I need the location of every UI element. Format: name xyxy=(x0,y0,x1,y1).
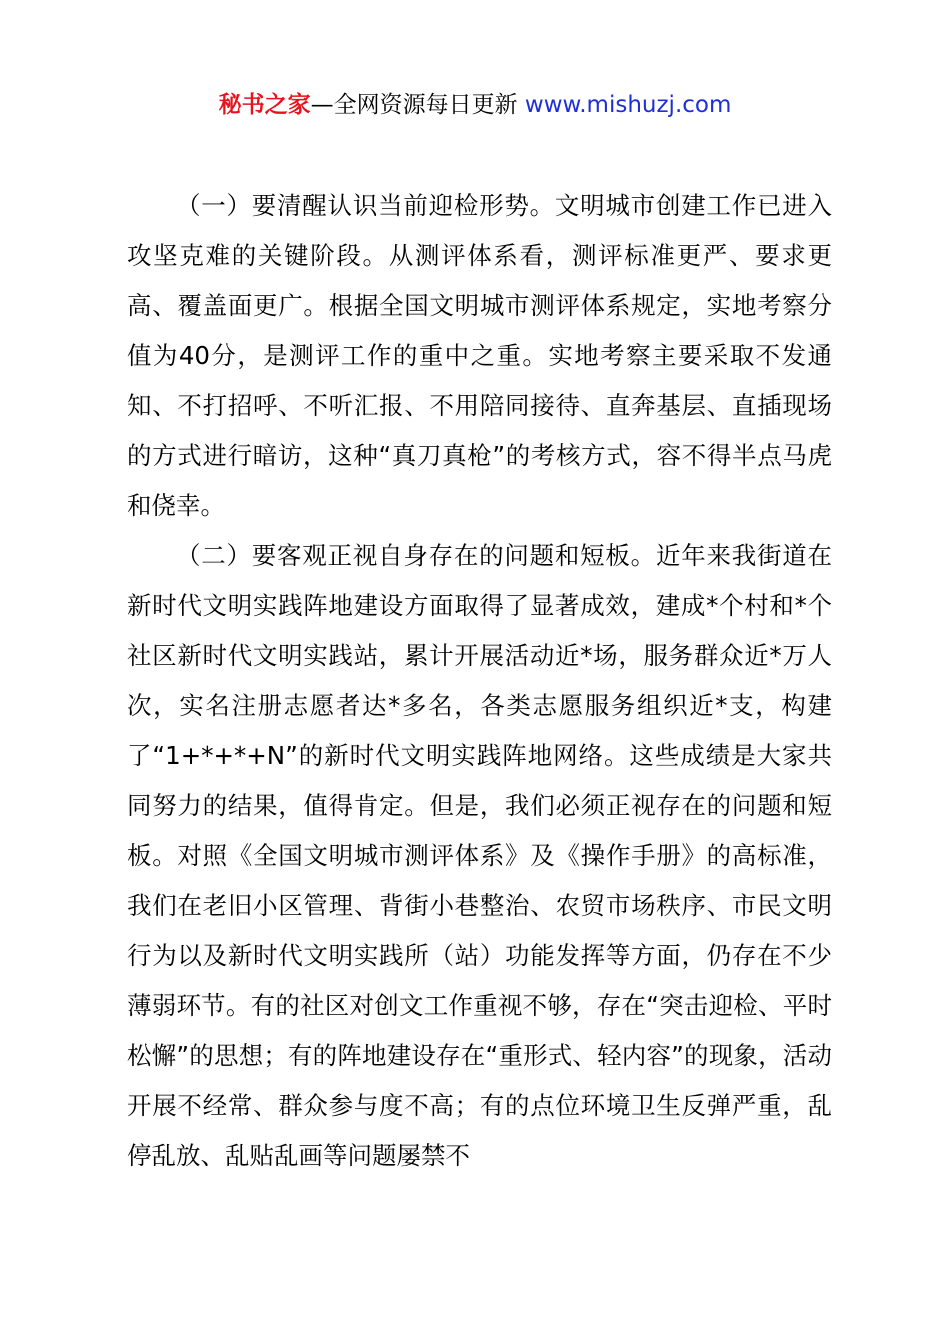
site-url-link[interactable]: www.mishuzj.com xyxy=(524,92,732,118)
paragraph-1: （一）要清醒认识当前迎检形势。文明城市创建工作已进入攻坚克难的关键阶段。从测评体系看，测评标准更严、要求更高、覆盖面更广。根据全国文明城市测评体系规定，实地考察分值为40分，是测评工作的重中之重。实地考察主要采取不发通知、不打招呼、不听汇报、不用陪同接待、直奔基层、直插现场的方式进行暗访，这种“真刀真枪”的考核方式，容不得半点马虎和侥幸。 xyxy=(127,191,832,520)
page-header xyxy=(0,88,950,122)
document-body xyxy=(127,181,832,1181)
header-slogan: —全网资源每日更新 xyxy=(310,92,518,118)
brand-name: 秘书之家 xyxy=(218,92,311,118)
paragraph-2: （二）要客观正视自身存在的问题和短板。近年来我街道在新时代文明实践阵地建设方面取得了显著成效，建成*个村和*个社区新时代文明实践站，累计开展活动近*场，服务群众近*万人次，实名注册志愿者达*多名，各类志愿服务组织近*支，构建了“1+*+*+N”的新时代文明实践阵地网络。这些成绩是大家共同努力的结果，值得肯定。但是，我们必须正视存在的问题和短板。对照《全国文明城市测评体系》及《操作手册》的高标准，我们在老旧小区管理、背街小巷整治、农贸市场秩序、市民文明行为以及新时代文明实践所（站）功能发挥等方面，仍存在不少薄弱环节。有的社区对创文工作重视不够，存在“突击迎检、平时松懈”的思想；有的阵地建设存在“重形式、轻内容”的现象，活动开展不经常、群众参与度不高；有的点位环境卫生反弹严重，乱停乱放、乱贴乱画等问题屡禁不 xyxy=(127,541,832,1170)
